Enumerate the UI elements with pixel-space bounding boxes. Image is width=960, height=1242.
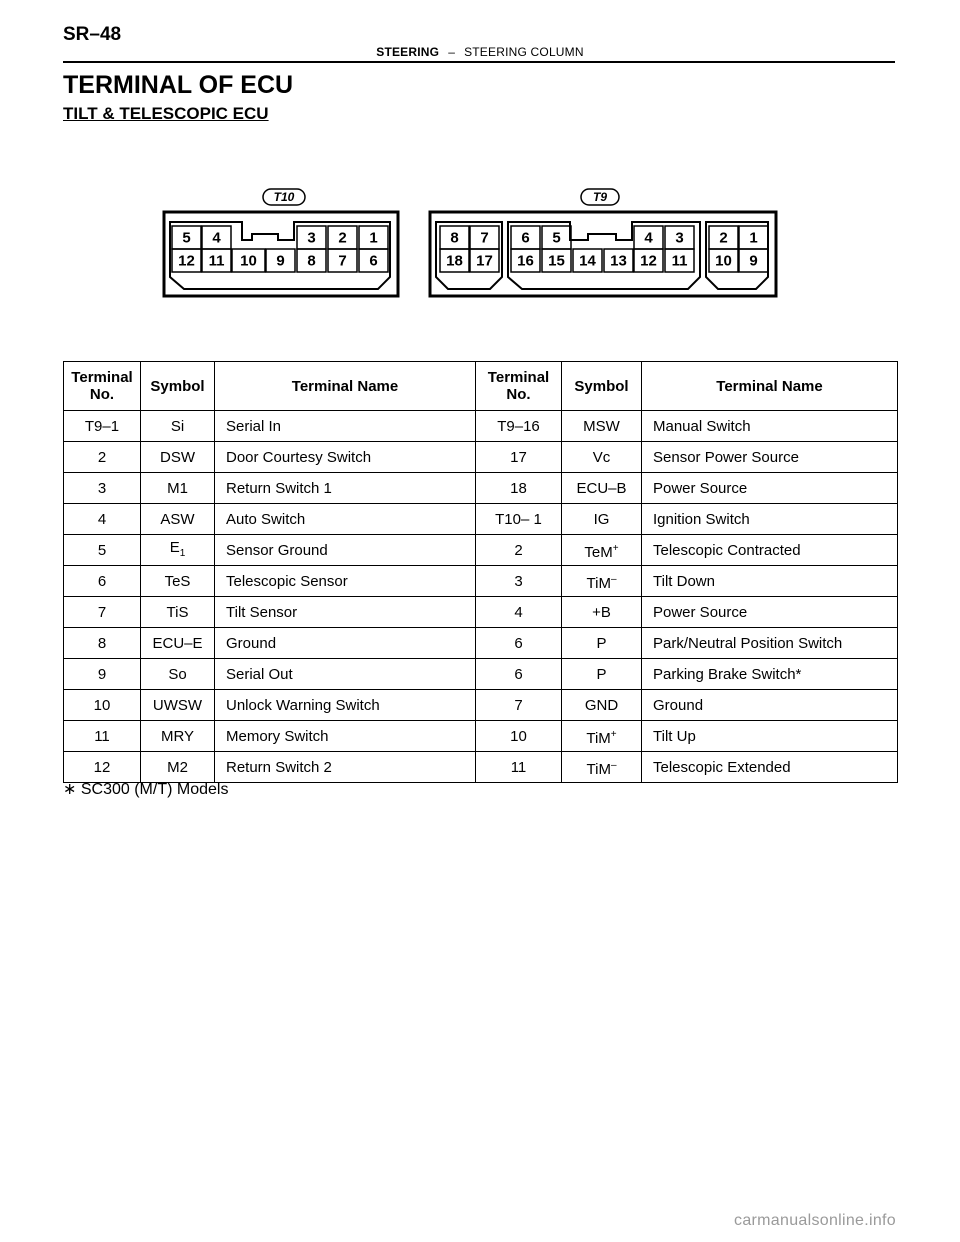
terminal-no-cell: 11 (64, 721, 141, 752)
connector-svg (160, 185, 780, 300)
t9-pin: 10 (715, 252, 732, 270)
t9-pin: 14 (579, 252, 596, 270)
terminal-name-cell: Return Switch 2 (215, 752, 476, 783)
terminal-no-cell: 5 (64, 535, 141, 566)
terminal-name-cell: Tilt Sensor (215, 597, 476, 628)
table-row (64, 752, 898, 783)
table-row (64, 566, 898, 597)
symbol-cell: DSW (141, 442, 215, 473)
symbol-cell: +B (562, 597, 642, 628)
table-row (64, 442, 898, 473)
terminal-name-cell: Power Source (642, 597, 898, 628)
t9-pin: 9 (749, 252, 758, 270)
terminal-name-cell: Return Switch 1 (215, 473, 476, 504)
symbol-cell: MRY (141, 721, 215, 752)
terminal-name-cell: Sensor Ground (215, 535, 476, 566)
table-header-row (64, 362, 898, 411)
table-row (64, 473, 898, 504)
t10-label: T10 (273, 190, 295, 204)
t10-pin: 10 (240, 252, 257, 270)
t9-pin: 8 (450, 229, 459, 247)
header-separator: – (448, 45, 456, 59)
terminal-name-cell: Ground (642, 690, 898, 721)
table-row (64, 504, 898, 535)
terminal-no-cell: T9–16 (476, 411, 562, 442)
terminal-name-cell: Ignition Switch (642, 504, 898, 535)
terminal-no-cell: 6 (476, 659, 562, 690)
page-title: TERMINAL OF ECU (63, 71, 294, 99)
t10-pin: 1 (369, 229, 378, 247)
terminal-no-cell: 12 (64, 752, 141, 783)
table-row (64, 690, 898, 721)
symbol-cell: TiM– (562, 752, 642, 783)
t10-pin: 9 (276, 252, 285, 270)
t10-pin: 3 (307, 229, 316, 247)
t9-pin: 1 (749, 229, 758, 247)
t10-pin: 4 (212, 229, 221, 247)
terminal-no-cell: 17 (476, 442, 562, 473)
symbol-cell: MSW (562, 411, 642, 442)
t9-pin: 3 (675, 229, 684, 247)
t9-pin: 15 (548, 252, 565, 270)
symbol-cell: ECU–B (562, 473, 642, 504)
symbol-cell: So (141, 659, 215, 690)
symbol-cell: TiM– (562, 566, 642, 597)
t10-pin: 11 (208, 252, 225, 270)
symbol-cell: M1 (141, 473, 215, 504)
symbol-cell: TeS (141, 566, 215, 597)
terminal-name-cell: Parking Brake Switch* (642, 659, 898, 690)
connector-diagram (160, 185, 780, 300)
terminal-no-cell: 2 (476, 535, 562, 566)
terminal-no-cell: 9 (64, 659, 141, 690)
watermark: carmanualsonline.info (734, 1212, 896, 1229)
terminal-name-cell: Serial Out (215, 659, 476, 690)
terminal-name-cell: Unlock Warning Switch (215, 690, 476, 721)
t9-pin: 18 (446, 252, 463, 270)
symbol-cell: P (562, 628, 642, 659)
col-terminal-name: Terminal Name (215, 362, 476, 411)
terminal-name-cell: Telescopic Sensor (215, 566, 476, 597)
subsection-name: STEERING COLUMN (464, 45, 584, 59)
t10-pin: 5 (182, 229, 191, 247)
terminal-table (63, 361, 898, 783)
t9-label: T9 (592, 190, 608, 204)
terminal-name-cell: Door Courtesy Switch (215, 442, 476, 473)
terminal-no-cell: 10 (64, 690, 141, 721)
symbol-cell: Vc (562, 442, 642, 473)
terminal-name-cell: Auto Switch (215, 504, 476, 535)
symbol-cell: TiS (141, 597, 215, 628)
col-symbol: Symbol (141, 362, 215, 411)
terminal-name-cell: Memory Switch (215, 721, 476, 752)
col-terminal-no: Terminal No. (476, 362, 562, 411)
terminal-no-cell: 2 (64, 442, 141, 473)
t10-pin: 6 (369, 252, 378, 270)
symbol-cell: Si (141, 411, 215, 442)
t9-pin: 12 (640, 252, 657, 270)
t9-pin: 6 (521, 229, 530, 247)
col-terminal-no: Terminal No. (64, 362, 141, 411)
page-code: SR–48 (63, 24, 122, 45)
terminal-no-cell: 7 (476, 690, 562, 721)
t10-pin: 7 (338, 252, 347, 270)
symbol-cell: ASW (141, 504, 215, 535)
symbol-cell: UWSW (141, 690, 215, 721)
terminal-name-cell: Telescopic Extended (642, 752, 898, 783)
table-row (64, 628, 898, 659)
terminal-name-cell: Manual Switch (642, 411, 898, 442)
table-row (64, 597, 898, 628)
section-name: STEERING (376, 45, 440, 59)
footnote: ∗ SC300 (M/T) Models (63, 781, 229, 798)
symbol-cell: M2 (141, 752, 215, 783)
t9-pin: 5 (552, 229, 561, 247)
terminal-no-cell: 10 (476, 721, 562, 752)
terminal-name-cell: Ground (215, 628, 476, 659)
symbol-cell: TiM+ (562, 721, 642, 752)
table-row (64, 411, 898, 442)
terminal-no-cell: 4 (476, 597, 562, 628)
terminal-no-cell: 6 (64, 566, 141, 597)
terminal-name-cell: Tilt Down (642, 566, 898, 597)
header-rule (63, 61, 895, 63)
symbol-cell: IG (562, 504, 642, 535)
symbol-cell: GND (562, 690, 642, 721)
terminal-name-cell: Power Source (642, 473, 898, 504)
table-row (64, 535, 898, 566)
terminal-name-cell: Tilt Up (642, 721, 898, 752)
table-row (64, 659, 898, 690)
page-subtitle: TILT & TELESCOPIC ECU (63, 104, 269, 123)
symbol-cell: $E_1$ (141, 535, 215, 566)
terminal-name-cell: Park/Neutral Position Switch (642, 628, 898, 659)
t10-pin: 2 (338, 229, 347, 247)
t9-pin: 2 (719, 229, 728, 247)
terminal-no-cell: 8 (64, 628, 141, 659)
table-row (64, 721, 898, 752)
terminal-no-cell: T9–1 (64, 411, 141, 442)
col-terminal-name: Terminal Name (642, 362, 898, 411)
symbol-cell: TeM+ (562, 535, 642, 566)
table-body (64, 411, 898, 783)
t10-pin-grid (172, 226, 388, 272)
terminal-no-cell: 7 (64, 597, 141, 628)
t9-pin-grid (440, 226, 768, 272)
terminal-no-cell: 18 (476, 473, 562, 504)
terminal-no-cell: 3 (476, 566, 562, 597)
terminal-name-cell: Serial In (215, 411, 476, 442)
symbol-cell: ECU–E (141, 628, 215, 659)
terminal-no-cell: 11 (476, 752, 562, 783)
t9-pin: 4 (644, 229, 653, 247)
t9-pin: 7 (480, 229, 489, 247)
t9-pin: 17 (476, 252, 493, 270)
symbol-cell: P (562, 659, 642, 690)
terminal-name-cell: Telescopic Contracted (642, 535, 898, 566)
t10-pin: 8 (307, 252, 316, 270)
terminal-name-cell: Sensor Power Source (642, 442, 898, 473)
terminal-no-cell: 6 (476, 628, 562, 659)
col-symbol: Symbol (562, 362, 642, 411)
t9-pin: 11 (671, 252, 688, 270)
t9-pin: 16 (517, 252, 534, 270)
terminal-no-cell: 3 (64, 473, 141, 504)
terminal-no-cell: T10– 1 (476, 504, 562, 535)
terminal-no-cell: 4 (64, 504, 141, 535)
t10-pin: 12 (178, 252, 195, 270)
t9-pin: 13 (610, 252, 627, 270)
running-header (0, 45, 960, 59)
